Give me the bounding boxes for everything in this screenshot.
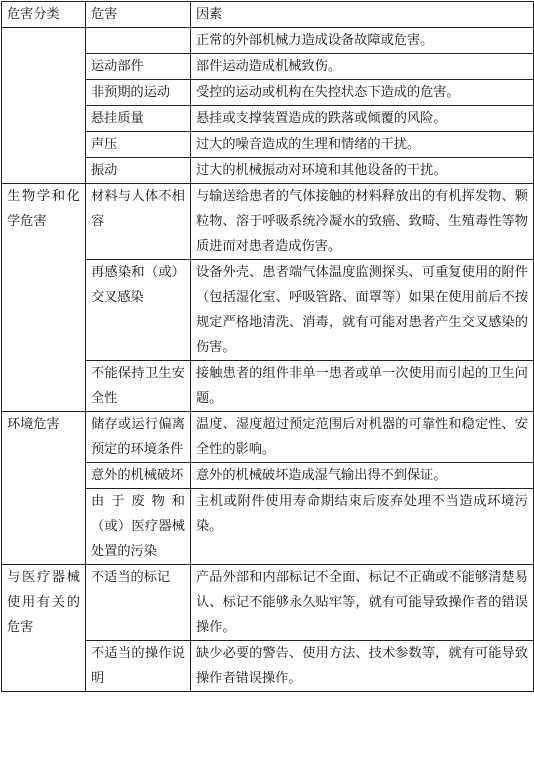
hazard-cell: 振动 [86,158,191,184]
table-header-row [2,2,534,28]
factor-cell: 部件运动造成机械致伤。 [191,54,534,80]
header-factor: 因素 [191,2,534,28]
factor-cell: 受控的运动或机构在失控状态下造成的危害。 [191,80,534,106]
factor-cell: 过大的机械振动对环境和其他设备的干扰。 [191,158,534,184]
hazard-cell: 储存或运行偏离预定的环境条件 [86,412,191,463]
factor-cell: 意外的机械破坏造成湿气输出得不到保证。 [191,463,534,489]
hazard-cell: 材料与人体不相容 [86,184,191,260]
hazard-cell: 意外的机械破坏 [86,463,191,489]
factor-cell: 正常的外部机械力造成设备故障或危害。 [191,28,534,54]
table-row [2,565,534,641]
hazard-cell: 悬挂质量 [86,106,191,132]
factor-cell: 主机或附件使用寿命期结束后废弃处理不当造成环境污染。 [191,489,534,565]
table-row [2,412,534,463]
factor-cell: 悬挂或支撑装置造成的跌落或倾覆的风险。 [191,106,534,132]
hazard-cell: 由于废物和（或）医疗器械处置的污染 [86,489,191,565]
category-cell: 环境危害 [2,412,86,565]
header-hazard-category: 危害分类 [2,2,86,28]
category-cell: 生物学和化学危害 [2,184,86,412]
category-cell [2,28,86,184]
header-hazard: 危害 [86,2,191,28]
hazard-cell: 非预期的运动 [86,80,191,106]
hazard-cell: 声压 [86,132,191,158]
hazard-table [1,1,534,692]
factor-cell: 产品外部和内部标记不全面、标记不正确或不能够清楚易认、标记不能够永久贴牢等，就有可能导致操作者的错误操作。 [191,565,534,641]
factor-cell: 与输送给患者的气体接触的材料释放出的有机挥发物、颗粒物、溶于呼吸系统冷凝水的致癌、致畸、生殖毒性等物质进而对患者造成伤害。 [191,184,534,260]
hazard-cell: 再感染和（或）交叉感染 [86,260,191,361]
hazard-cell: 不适当的标记 [86,565,191,641]
table-row [2,184,534,260]
hazard-cell [86,28,191,54]
table-row [2,28,534,54]
factor-cell: 缺少必要的警告、使用方法、技术参数等，就有可能导致操作者错误操作。 [191,641,534,692]
factor-cell: 接触患者的组件非单一患者或单一次使用而引起的卫生问题。 [191,361,534,412]
category-cell: 与医疗器械使用有关的危害 [2,565,86,692]
factor-cell: 温度、湿度超过预定范围后对机器的可靠性和稳定性、安全性的影响。 [191,412,534,463]
factor-cell: 设备外壳、患者端气体温度监测探头、可重复使用的附件（包括湿化室、呼吸管路、面罩等）如果在使用前后不按规定严格地清洗、消毒，就有可能对患者产生交叉感染的伤害。 [191,260,534,361]
hazard-cell: 不适当的操作说明 [86,641,191,692]
factor-cell: 过大的噪音造成的生理和情绪的干扰。 [191,132,534,158]
hazard-cell: 不能保持卫生安全性 [86,361,191,412]
hazard-cell: 运动部件 [86,54,191,80]
